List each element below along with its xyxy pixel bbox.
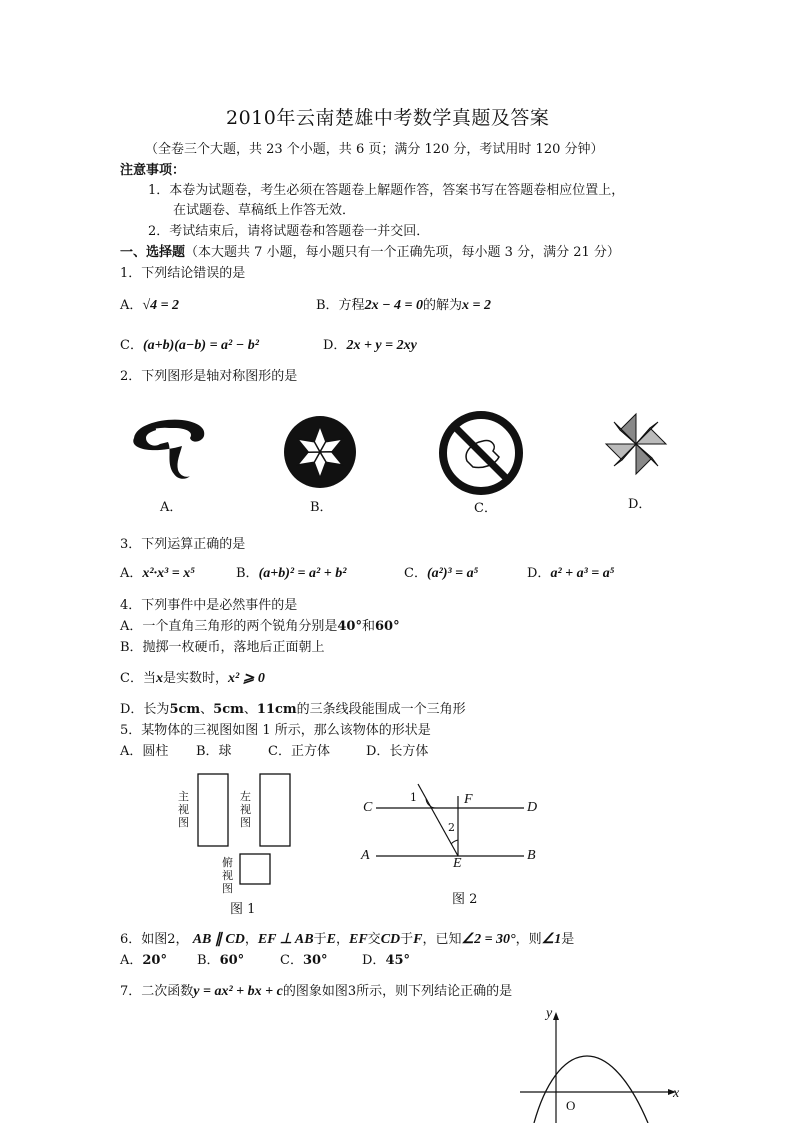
option-text: 的解为 (423, 298, 463, 313)
figure-1-caption: 图 1 (230, 902, 256, 917)
option-text: 的三条线段能围成一个三角形 (296, 702, 466, 717)
question-7-stem (120, 984, 512, 1000)
math-expression: ∠2 = 30° (461, 932, 516, 947)
length-value: 5cm (169, 702, 201, 717)
section-1-heading: 一、选择题 (120, 245, 186, 260)
question-5-stem: 5．某物体的三视图如图 1 所示，那么该物体的形状是 (120, 723, 431, 738)
question-1-option-b (316, 298, 491, 314)
point-d: D (527, 800, 538, 815)
math-expression: 2x + y = 2xy (346, 338, 417, 353)
stem-text: ，已知 (422, 932, 462, 947)
point-a: A (361, 848, 370, 863)
angle-value: 60° (219, 953, 245, 968)
angle-2-arc (451, 840, 458, 844)
length-value: 11cm (256, 702, 297, 717)
option-label: D． (362, 953, 386, 968)
stem-text: 7．二次函数 (120, 984, 194, 999)
math-expression: CD (380, 932, 401, 947)
top-view-label: 俯视图 (222, 856, 233, 895)
front-view-rect (198, 774, 228, 846)
stem-text: ， (244, 932, 258, 947)
length-value: 5cm (213, 702, 244, 717)
math-expression: F (413, 932, 423, 947)
math-expression: y = ax² + bx + c (193, 984, 283, 999)
figure-a-label: A． (160, 500, 183, 515)
option-text: A．一个直角三角形的两个锐角分别是 (120, 619, 338, 634)
stem-text: ，则 (515, 932, 542, 947)
stem-text: 交 (367, 932, 381, 947)
stem-text: 的图象如图3所示，则下列结论正确的是 (282, 984, 513, 999)
option-label: D． (323, 338, 347, 353)
question-4-option-b: B．抛掷一枚硬币，落地后正面朝上 (120, 640, 325, 655)
question-1-option-a (120, 298, 179, 314)
math-expression: x = 2 (462, 298, 492, 313)
stem-text: 于 (313, 932, 327, 947)
option-label: D． (527, 566, 551, 581)
left-view-label: 左视图 (240, 790, 251, 829)
angle-value: 30° (302, 953, 328, 968)
hexagram-star-icon (282, 414, 358, 490)
notice-heading: 注意事项： (120, 163, 186, 178)
figure-3-parabola-graph (516, 1004, 676, 1123)
math-expression: a² + a³ = a⁵ (550, 566, 615, 581)
question-3-option-a (120, 566, 195, 582)
option-label: C． (404, 566, 427, 581)
angle-1-label: 1 (410, 791, 417, 804)
question-3-option-b (236, 566, 346, 582)
point-e: E (453, 856, 462, 871)
option-text: D．长为 (120, 702, 170, 717)
angle-2-label: 2 (448, 821, 455, 834)
exam-info: （全卷三个大题，共 23 个小题，共 6 页；满分 120 分，考试用时 120 分钟） (145, 142, 604, 157)
figure-c-label: C． (474, 501, 497, 516)
stem-text: 6．如图2， (120, 932, 189, 947)
pinwheel-icon (604, 412, 668, 476)
figure-b-label: B． (310, 500, 333, 515)
math-expression: EF (348, 932, 368, 947)
angle-value: 60° (375, 619, 400, 634)
option-label: A． (120, 953, 143, 968)
angle-1-arc (426, 798, 436, 808)
option-text: 是实数时， (162, 671, 228, 686)
section-1-header (120, 245, 620, 261)
option-text: C．当 (120, 671, 156, 686)
math-expression: (a+b)(a−b) = a² − b² (142, 338, 259, 353)
math-expression: (a²)³ = a⁵ (426, 566, 479, 581)
left-view-rect (260, 774, 290, 846)
page-title: 2010年云南楚雄中考数学真题及答案 (226, 107, 550, 129)
question-1-stem: 1．下列结论错误的是 (120, 266, 246, 281)
question-3-option-c (404, 566, 479, 582)
x-axis-label: x (673, 1086, 680, 1101)
question-6-option-a (120, 953, 167, 969)
math-expression: E (326, 932, 336, 947)
question-5-option-d: D．长方体 (366, 744, 429, 759)
no-sign-icon (438, 410, 524, 496)
question-6-stem (120, 932, 574, 948)
parabola-curve (534, 1056, 648, 1123)
figure-d-label: D． (628, 497, 652, 512)
section-1-desc: （本大题共 7 小题，每小题只有一个正确先项，每小题 3 分，满分 21 分） (185, 245, 620, 260)
y-axis-label: y (546, 1006, 553, 1021)
origin-label: O (566, 1098, 576, 1113)
top-view-rect (240, 854, 270, 884)
option-text: 和 (361, 619, 375, 634)
notice-item-2: 2．考试结束后，请将试题卷和答题卷一并交回． (148, 224, 430, 239)
question-3-stem: 3．下列运算正确的是 (120, 537, 246, 552)
stem-text: ， (335, 932, 349, 947)
separator: 、 (243, 702, 257, 717)
question-4-option-a (120, 619, 400, 635)
notice-item-1-cont: 在试题卷、草稿纸上作答无效． (173, 203, 356, 218)
front-view-label: 主视图 (178, 790, 189, 829)
stem-text: 是 (561, 932, 575, 947)
point-f: F (464, 792, 473, 807)
question-6-option-d (362, 953, 410, 969)
math-expression: (a+b)² = a² + b² (258, 566, 347, 581)
angle-value: 40° (337, 619, 362, 634)
math-expression: 2x − 4 = 0 (364, 298, 424, 313)
question-4-stem: 4．下列事件中是必然事件的是 (120, 598, 298, 613)
question-3-option-d (527, 566, 615, 582)
question-2-stem: 2．下列图形是轴对称图形的是 (120, 369, 298, 384)
math-variable: x (155, 671, 163, 686)
option-label: C． (120, 338, 143, 353)
question-5-option-c: C．正方体 (268, 744, 330, 759)
stem-text: 于 (400, 932, 414, 947)
option-label: A． (120, 298, 143, 313)
figure-2-caption: 图 2 (452, 892, 478, 907)
question-4-option-d (120, 702, 466, 718)
question-6-option-c (280, 953, 328, 969)
figure-2-parallel-lines (360, 780, 550, 890)
point-c: C (363, 800, 373, 815)
question-1-option-d (323, 338, 417, 354)
option-label: B． (236, 566, 259, 581)
option-text: B．方程 (316, 298, 365, 313)
math-expression: x² ⩾ 0 (227, 671, 265, 686)
option-label: C． (280, 953, 303, 968)
math-expression: AB ∥ CD (192, 932, 245, 947)
question-5-option-a: A．圆柱 (120, 744, 169, 759)
y-axis-arrow (553, 1012, 559, 1020)
math-expression: √4 = 2 (142, 298, 180, 313)
math-expression: EF ⊥ AB (257, 932, 314, 947)
question-1-option-c (120, 338, 259, 354)
option-label: B． (197, 953, 220, 968)
option-label: A． (120, 566, 143, 581)
point-b: B (527, 848, 536, 863)
math-expression: x²·x³ = x⁵ (142, 566, 196, 581)
separator: 、 (200, 702, 214, 717)
question-6-option-b (197, 953, 244, 969)
question-4-option-c (120, 671, 265, 687)
notice-item-1: 1．本卷为试题卷，考生必须在答题卷上解题作答，答案书写在答题卷相应位置上， (148, 183, 625, 198)
angle-value: 45° (385, 953, 411, 968)
math-expression: ∠1 (541, 932, 562, 947)
question-5-option-b: B．球 (196, 744, 232, 759)
angle-value: 20° (142, 953, 167, 968)
telecom-logo-icon (128, 414, 208, 486)
